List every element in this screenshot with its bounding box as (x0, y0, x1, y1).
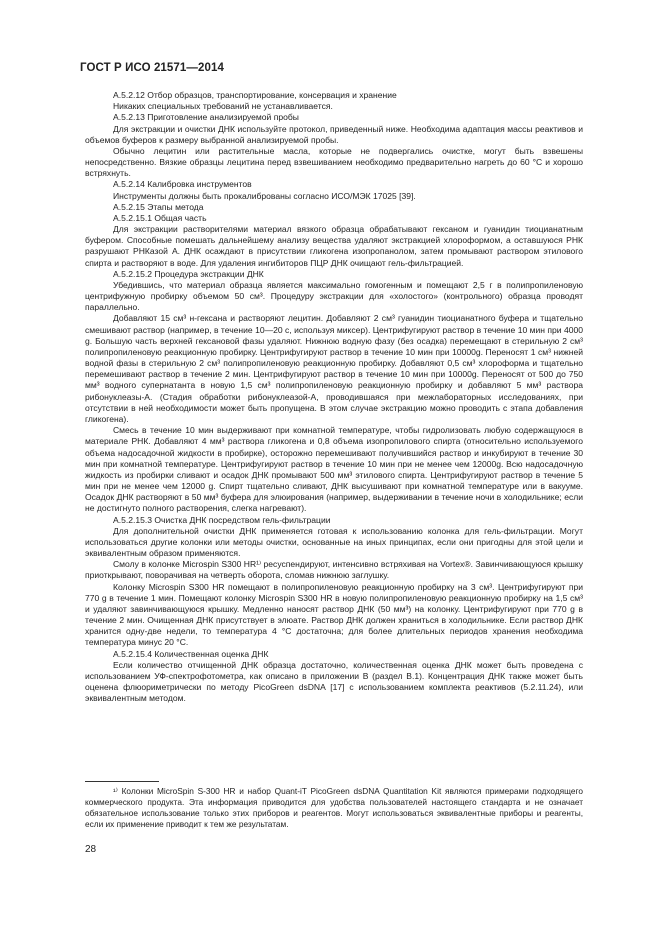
paragraph: Обычно лецитин или растительные масла, которые не подвергались очистке, могут быть взвешены непосредственно. Вязкие образцы лецитина перед взвешиванием необходимо предварительно нагреть до 60 °C и хорошо встряхнуть. (85, 145, 583, 179)
footnote-text: ¹⁾ Колонки MicroSpin S-300 HR и набор Quant-iT PicoGreen dsDNA Quantitation Kit являются примерами подходящего коммерческого продукта. Эта информация приводится для удобства пользователей настоящего стандарта и не означает обязательное использование только этих приборов и реагентов. Могут использоваться эквивалентные приборы и реагенты, если их применение приводит к тем же результатам. (85, 786, 583, 829)
paragraph: Колонку Microspin S300 HR помещают в полипропиленовую реакционную пробирку на 3 см³. Центрифугируют при 770 g в течение 1 мин. Помещают колонку Microspin S300 HR в новую полипропиленовую реакционную пробирку на 1,5 см³ и удаляют завинчивающуюся крышку. Медленно наносят раствор ДНК (50 мм³) на колонку. Центрифугируют при 770 g в течение 2 мин. Очищенная ДНК присутствует в элюате. Раствор ДНК должен храниться в холодильнике. Если раствор ДНК хранится одну-две недели, то температура 4 °C достаточна; для более длительных периодов хранения необходима температура минус 20 °C. (85, 581, 583, 648)
section-heading: A.5.2.15.3 Очистка ДНК посредством гель-фильтрации (113, 514, 331, 525)
footnote-divider (85, 781, 159, 782)
footnote (85, 786, 583, 830)
section-heading: A.5.2.15.2 Процедура экстракции ДНК (113, 268, 264, 279)
paragraph: Убедившись, что материал образца является максимально гомогенным и помещают 2,5 г в полипропиленовую центрифужную пробирку объемом 50 см³. Процедуру экстракции для «холостого» (контрольного) образца проводят параллельно. (85, 279, 583, 313)
paragraph: Для дополнительной очистки ДНК применяется готовая к использованию колонка для гель-фильтрации. Могут использоваться другие колонки или методы очистки, основанные на иных принципах, если они пригодны для этой цели и эквивалентным образом применяются. (85, 525, 583, 559)
section-heading: A.5.2.15.4 Количественная оценка ДНК (113, 648, 269, 659)
section-heading: Инструменты должны быть прокалиброваны согласно ИСО/МЭК 17025 [39]. (113, 190, 416, 201)
section-heading: A.5.2.15 Этапы метода (113, 201, 204, 212)
paragraph: Если количество отчищенной ДНК образца достаточно, количественная оценка ДНК может быть проведена с использованием УФ-спектрофотометра, как описано в приложении В (раздел В.1). Концентрация ДНК также может быть оценена флюориметрически по методу PicoGreen dsDNA [17] с использованием комплекта реактивов (5.2.11.24), или эквивалентным методом. (85, 659, 583, 704)
paragraph: Смолу в колонке Microspin S300 HR¹⁾ ресуспендируют, интенсивно встряхивая на Vortex®. Завинчивающуюся крышку приоткрывают, поворачивая на четверть оборота, сломав нижнюю заглушку. (85, 559, 583, 581)
paragraph: Для экстракции растворителями материал вязкого образца обрабатывают гексаном и гуанидин тиоцианатным буфером. Способные помешать дальнейшему анализу вещества удаляют экстракцией хлороформом, а оставшуюся РНК разрушают РНКазой А. ДНК осаждают в присутствии гликогена изопропанолом, затем промывают раствором этилового спирта и растворяют в воде. Для удаления ингибиторов ПЦР ДНК очищают гель-фильтрацией. (85, 224, 583, 268)
paragraph: Для экстракции и очистки ДНК используйте протокол, приведенный ниже. Необходима адаптация массы реактивов и объемов буферов к размеру выбранной анализируемой пробы. (85, 123, 583, 145)
page-number: 28 (85, 844, 97, 855)
paragraph: Смесь в течение 10 мин выдерживают при комнатной температуре, чтобы гидролизовать любую содержащуюся в материале РНК. Добавляют 4 мм³ раствора гликогена и 0,8 объема изопропилового спирта (относительно используемого объема надосадочной жидкости в пробирке), осторожно перемешивают получившийся раствор и инкубируют в течение 30 мин при комнатной температуре. Центрифугируют раствор в течение 10 мин при не менее чем 12000g. Всю надосадочную жидкость из пробирки сливают и осадок ДНК промывают 500 мм³ этилового спирта. Центрифугируют раствор в течение 5 мин при не менее чем 12000 g. Спирт тщательно сливают, ДНК высушивают при комнатной температуре или в вакууме. Осадок ДНК растворяют в 50 мм³ буфера для элюирования (например, выдерживании в течение ночи в холодильнике; если не достигнуто полного растворения, слегка нагревают). (85, 425, 583, 514)
paragraph: Добавляют 15 см³ н-гексана и растворяют лецитин. Добавляют 2 см³ гуанидин тиоцианатного буфера и тщательно смешивают раствор (например, в течение 10—20 с, используя миксер). Центрифугируют раствор в течение 10 мин при 4000 g. Большую часть верхней гексановой фазы удаляют. Нижнюю водную фазу (без осадка) перемещают в стерильную 2 см³ полипропиленовую реакционную пробирку. Центрифугируют раствор в течение 10 мин при 10000g. Переносят 1 см³ нижней водной фазы в стерильную 2 см³ полипропиленовую реакционную пробирку. Добавляют 0,5 см³ хлороформа и тщательно перемешивают раствор в течение 2 мин. Центрифугируют раствор в течение 10 мин при 10000g. Переносят от 500 до 750 мм³ водного супернатанта в новую 1,5 см³ полипропиленовую реакционную пробирку и добавляют 5 мм³ раствора рибонуклеазы-А. (Стадия обработки рибонуклеазой-А, проводившаяся при межлабораторных исследованиях, при отсутствии в ней необходимости может быть пропущена. В этом случае экстракцию можно проводить с этапа добавления гликогена). (85, 313, 583, 424)
section-heading: A.5.2.15.1 Общая часть (113, 212, 207, 223)
document-body (85, 90, 583, 704)
section-heading: Никаких специальных требований не устанавливается. (113, 101, 333, 112)
document-header: ГОСТ Р ИСО 21571—2014 (80, 62, 225, 74)
section-heading: A.5.2.14 Калибровка инструментов (113, 179, 252, 190)
section-heading: A.5.2.13 Приготовление анализируемой пробы (113, 112, 299, 123)
section-heading: A.5.2.12 Отбор образцов, транспортирование, консервация и хранение (113, 90, 397, 100)
